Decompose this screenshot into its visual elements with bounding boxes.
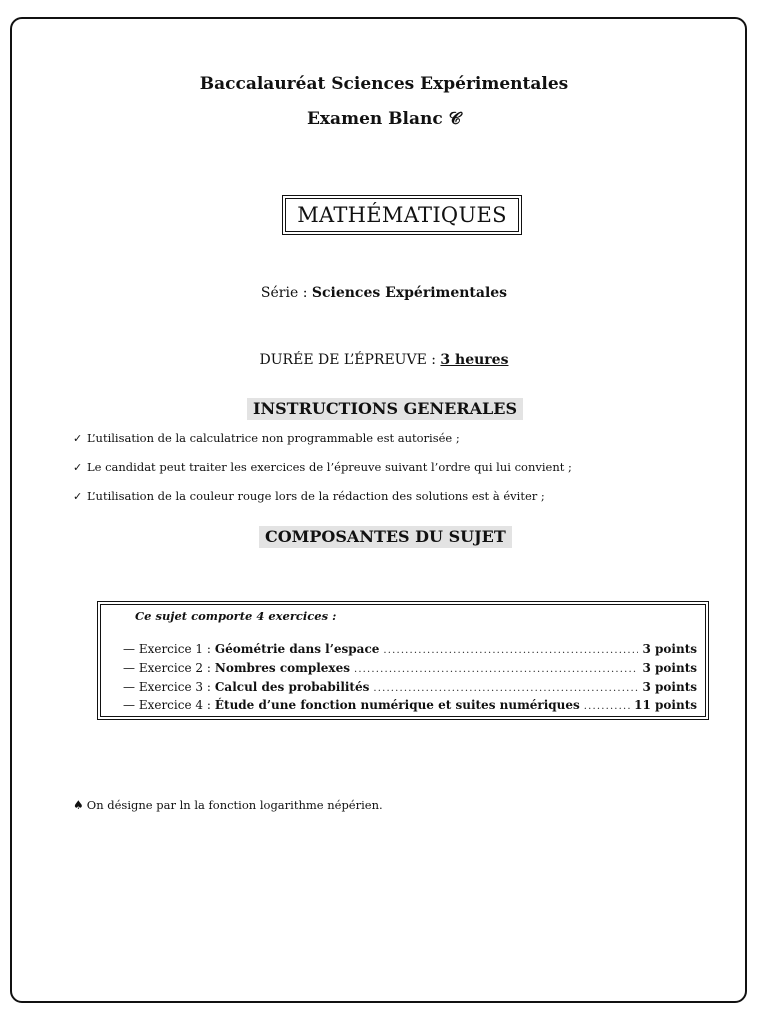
checkmark-icon: ✓ — [73, 461, 83, 474]
exercise-row — [123, 698, 697, 716]
exercise-row — [123, 642, 697, 660]
duration-line — [0, 352, 768, 368]
footnote — [73, 798, 383, 812]
exercise-title: Géométrie dans l’espace — [214, 642, 380, 656]
exercise-label: — Exercice 2 : — [123, 661, 211, 675]
dot-leader — [373, 683, 638, 694]
exercise-title: Calcul des probabilités — [214, 680, 370, 694]
exercise-title: Étude d’une fonction numérique et suites numériques — [214, 698, 580, 712]
serie-line — [0, 285, 768, 301]
serie-label: Série : — [260, 285, 308, 301]
exercise-points: 11 points — [634, 698, 697, 712]
exercise-title: Nombres complexes — [214, 661, 350, 675]
exercise-points: 3 points — [642, 661, 697, 675]
dot-leader — [354, 664, 639, 675]
duration-label: DURÉE DE L’ÉPREUVE : — [259, 352, 436, 368]
instruction-item — [73, 460, 572, 474]
dot-leader — [383, 645, 638, 656]
checkmark-icon: ✓ — [73, 432, 83, 445]
exercise-box — [97, 601, 709, 720]
instruction-text: Le candidat peut traiter les exercices de l’épreuve suivant l’ordre qui lui convient ; — [87, 460, 572, 474]
duration-value: 3 heures — [440, 352, 509, 368]
exercise-label: — Exercice 1 : — [123, 642, 211, 656]
spade-icon: ♠ — [73, 798, 84, 812]
exercise-points: 3 points — [642, 680, 697, 694]
exercise-intro: Ce sujet comporte 4 exercices : — [135, 609, 337, 623]
instruction-item — [73, 489, 545, 503]
instruction-item — [73, 431, 460, 445]
instructions-heading: INSTRUCTIONS GENERALES — [247, 398, 523, 420]
exercise-row — [123, 661, 697, 679]
exercise-label: — Exercice 3 : — [123, 680, 211, 694]
instruction-text: L’utilisation de la couleur rouge lors de la rédaction des solutions est à éviter ; — [87, 489, 545, 503]
subject-title: MATHÉMATIQUES — [285, 198, 519, 232]
footnote-text: On désigne par ln la fonction logarithme népérien. — [86, 798, 383, 812]
exercise-box-inner — [100, 604, 706, 717]
subject-box — [282, 195, 522, 235]
instruction-text: L’utilisation de la calculatrice non programmable est autorisée ; — [87, 431, 460, 445]
page-frame — [10, 17, 747, 1003]
checkmark-icon: ✓ — [73, 490, 83, 503]
serie-value: Sciences Expérimentales — [311, 285, 508, 301]
exercise-points: 3 points — [642, 642, 697, 656]
dot-leader — [584, 701, 630, 712]
exercise-label: — Exercice 4 : — [123, 698, 211, 712]
exam-title: Baccalauréat Sciences Expérimentales — [199, 74, 569, 94]
exam-subtitle: Examen Blanc 𝒞 — [306, 109, 462, 129]
exercise-row — [123, 680, 697, 698]
components-heading: COMPOSANTES DU SUJET — [259, 526, 512, 548]
